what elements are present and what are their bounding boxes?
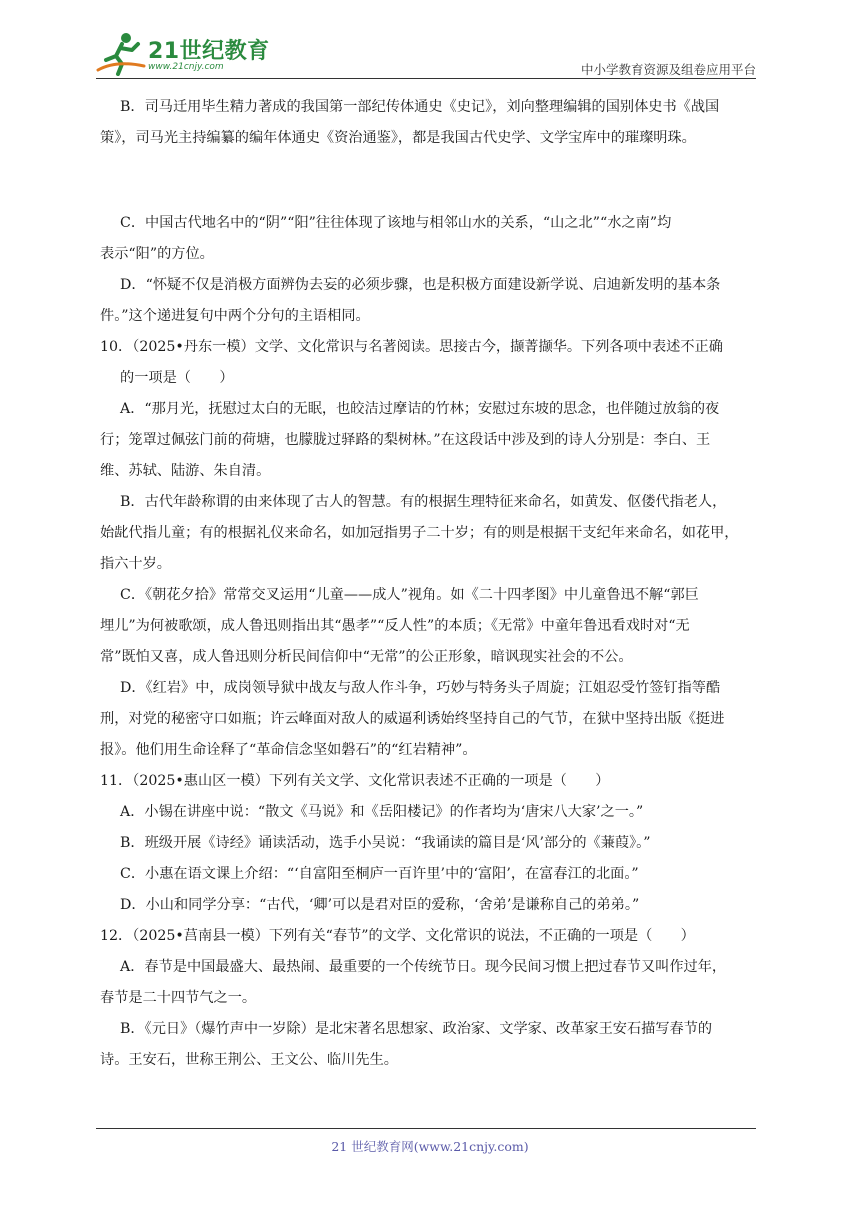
text-line: 行；笼罩过佩弦门前的荷塘，也朦胧过驿路的梨树林。”在这段话中涉及到的诗人分别是：李白、王 xyxy=(100,432,711,448)
text-line: D．《红岩》中，成岗领导狱中战友与敌人作斗争，巧妙与特务头子周旋；江姐忍受竹签钉指等酷 xyxy=(120,680,721,696)
runner-logo-icon xyxy=(96,30,148,76)
question-heading: 11．（2025•惠山区一模）下列有关文学、文化常识表述不正确的一项是（ ） xyxy=(100,773,610,789)
text-line: 诗。王安石，世称王荆公、王文公、临川先生。 xyxy=(100,1052,398,1068)
footer-divider xyxy=(96,1128,756,1129)
paragraph-spacer xyxy=(100,170,766,192)
text-line: 春节是二十四节气之一。 xyxy=(100,990,257,1006)
platform-title: 中小学教育资源及组卷应用平台 xyxy=(580,62,756,77)
text-line: 的一项是（ ） xyxy=(120,370,234,386)
text-line: 维、苏轼、陆游、朱自清。 xyxy=(100,463,271,479)
text-line: C．中国古代地名中的“阴”“阳”往往体现了该地与相邻山水的关系，“山之北”“水之南”均 xyxy=(120,215,672,231)
logo-title: 21世纪教育 xyxy=(148,39,270,64)
text-line: 常”既怕又喜，成人鲁迅则分析民间信仰中“无常”的公正形象，暗讽现实社会的不公。 xyxy=(100,649,633,665)
text-line: B．《元日》（爆竹声中一岁除）是北宋著名思想家、政治家、文学家、改革家王安石描写春节的 xyxy=(120,1021,713,1037)
text-line: 报》。他们用生命诠释了“革命信念坚如磐石”的“红岩精神”。 xyxy=(100,742,477,758)
text-line: B．司马迁用毕生精力著成的我国第一部纪传体通史《史记》，刘向整理编辑的国别体史书《战国 xyxy=(120,99,720,115)
text-line: A．小锡在讲座中说：“散文《马说》和《岳阳楼记》的作者均为‘唐宋八大家’之一。” xyxy=(120,804,644,820)
logo-url: www.21cnjy.com xyxy=(148,62,224,72)
text-line: B．班级开展《诗经》诵读活动，选手小吴说：“我诵读的篇目是‘风’部分的《蒹葭》。” xyxy=(120,835,651,851)
text-line: 始龀代指儿童；有的根据礼仪来命名，如加冠指男子二十岁；有的则是根据干支纪年来命名，如花甲， xyxy=(100,525,739,541)
text-line: D．小山和同学分享：“古代，‘卿’可以是君对臣的爱称，‘舍弟’是谦称自己的弟弟。” xyxy=(120,897,640,913)
document-body xyxy=(100,92,766,1076)
question-heading: 10．（2025•丹东一模）文学、文化常识与名著阅读。思接古今，撷菁撷华。下列各项中表述不正确 xyxy=(100,339,723,355)
text-line: A．春节是中国最盛大、最热闹、最重要的一个传统节日。现今民间习惯上把过春节又叫作过年， xyxy=(120,959,727,975)
text-line: B．古代年龄称谓的由来体现了古人的智慧。有的根据生理特征来命名，如黄发、伛偻代指老人， xyxy=(120,494,727,510)
site-logo[interactable] xyxy=(96,30,270,78)
text-line: 策》，司马光主持编纂的编年体通史《资治通鉴》，都是我国古代史学、文学宝库中的璀璨明珠。 xyxy=(100,130,696,146)
text-line: A．“那月光，抚慰过太白的无眠，也皎洁过摩诘的竹林；安慰过东坡的思念，也伴随过放翁的夜 xyxy=(120,401,720,417)
text-line: C．《朝花夕拾》常常交叉运用“儿童——成人”视角。如《二十四孝图》中儿童鲁迅不解“郭巨 xyxy=(120,587,699,603)
text-line: 表示“阳”的方位。 xyxy=(100,246,214,262)
header-divider xyxy=(96,78,756,79)
footer-source[interactable]: 21 世纪教育网(www.21cnjy.com) xyxy=(331,1139,529,1154)
text-line: 埋儿”为何被歌颂，成人鲁迅则指出其“愚孝”“反人性”的本质；《无常》中童年鲁迅看戏时对“无 xyxy=(100,618,690,634)
text-line: 刑，对党的秘密守口如瓶；许云峰面对敌人的威逼利诱始终坚持自己的气节，在狱中坚持出版《挺进 xyxy=(100,711,725,727)
text-line: C．小惠在语文课上介绍：“‘自富阳至桐庐一百许里’中的‘富阳’，在富春江的北面。” xyxy=(120,866,639,882)
page-header xyxy=(96,30,756,78)
text-line: 指六十岁。 xyxy=(100,556,171,572)
question-heading: 12．（2025•莒南县一模）下列有关“春节”的文学、文化常识的说法，不正确的一项是（ ） xyxy=(100,928,695,944)
text-line: 件。”这个递进复句中两个分句的主语相同。 xyxy=(100,308,370,324)
text-line: D．“怀疑不仅是消极方面辨伪去妄的必须步骤，也是积极方面建设新学说、启迪新发明的基本条 xyxy=(120,277,721,293)
